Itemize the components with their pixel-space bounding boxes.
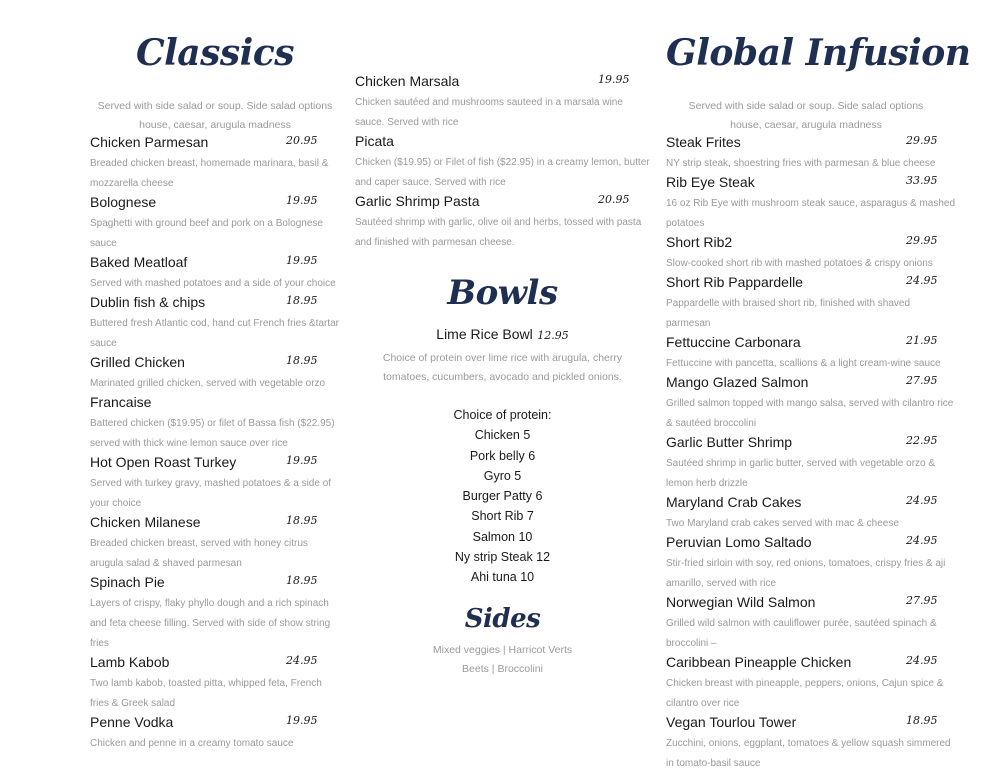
menu-item xyxy=(90,134,340,194)
item-description: Sautéed shrimp in garlic butter, served with vegetable orzo & lemon herb drizzle xyxy=(666,458,936,489)
menu-item xyxy=(90,574,340,654)
item-name: Bolognese xyxy=(90,194,157,210)
classics-note: Served with side salad or soup. Side salad options house, caesar, arugula madness xyxy=(97,100,333,131)
menu-item xyxy=(355,133,650,193)
menu-item xyxy=(666,714,956,773)
item-description: Battered chicken ($19.95) or filet of Bassa fish ($22.95) served with thick wine lemon sauce over rice xyxy=(90,418,335,449)
protein-option: Ny strip Steak 12 xyxy=(454,550,551,565)
menu-item xyxy=(666,274,956,334)
item-price: 19.95 xyxy=(598,73,630,86)
menu-item xyxy=(666,654,956,714)
item-description: Chicken breast with pineapple, peppers, onions, Cajun spice & cilantro over rice xyxy=(666,678,944,709)
item-name: Fettuccine Carbonara xyxy=(666,334,801,350)
item-description: Grilled wild salmon with cauliflower purée, sautéed spinach & broccolini – xyxy=(666,618,937,649)
protein-list xyxy=(355,405,650,588)
middle-items xyxy=(355,73,650,253)
item-name: Norwegian Wild Salmon xyxy=(666,594,816,610)
item-description: Fettuccine with pancetta, scallions & a light cream-wine sauce xyxy=(666,358,941,369)
bowls-title: Bowls xyxy=(447,273,558,313)
bowl-name: Lime Rice Bowl xyxy=(436,326,533,342)
item-price: 24.95 xyxy=(286,654,318,667)
menu-item xyxy=(666,174,956,234)
protein-option: Gyro 5 xyxy=(483,468,522,483)
item-description: Pappardelle with braised short rib, finished with shaved parmesan xyxy=(666,298,911,329)
item-name: Steak Frites xyxy=(666,134,741,150)
item-price: 19.95 xyxy=(286,454,318,467)
menu-item xyxy=(90,654,340,714)
item-name: Garlic Butter Shrimp xyxy=(666,434,793,450)
item-name: Rib Eye Steak xyxy=(666,174,755,190)
item-description: Breaded chicken breast, served with honey citrus arugula salad & shaved parmesan xyxy=(90,538,308,569)
item-description: Stir-fried sirloin with soy, red onions, tomatoes, crispy fries & aji amarillo, served with rice xyxy=(666,558,946,589)
item-price: 24.95 xyxy=(906,654,938,667)
item-name: Short Rib Pappardelle xyxy=(666,274,803,290)
item-description: Chicken ($19.95) or Filet of fish ($22.95) in a creamy lemon, butter and caper sauce. Served with rice xyxy=(355,157,650,188)
item-price: 20.95 xyxy=(286,134,318,147)
item-description: Grilled salmon topped with mango salsa, served with cilantro rice & sautéed broccolini xyxy=(666,398,954,429)
protein-option: Chicken 5 xyxy=(474,428,531,443)
item-price: 19.95 xyxy=(286,714,318,727)
item-price: 21.95 xyxy=(906,334,938,347)
item-description: Two lamb kabob, toasted pitta, whipped feta, French fries & Greek salad xyxy=(90,678,322,709)
menu-item xyxy=(666,234,956,274)
item-description: Zucchini, onions, eggplant, tomatoes & yellow squash simmered in tomato-basil sauce xyxy=(666,738,951,769)
menu-item xyxy=(90,394,340,454)
item-price: 24.95 xyxy=(906,534,938,547)
item-price: 24.95 xyxy=(906,494,938,507)
menu-item xyxy=(666,534,956,594)
protein-option: Burger Patty 6 xyxy=(462,489,543,504)
item-price: 24.95 xyxy=(906,274,938,287)
protein-header: Choice of protein: xyxy=(453,408,552,422)
item-description: Marinated grilled chicken, served with vegetable orzo xyxy=(90,378,326,389)
menu-item xyxy=(90,194,340,254)
menu-item xyxy=(666,334,956,374)
item-description: Served with mashed potatoes and a side of your choice xyxy=(90,278,336,289)
item-description: 16 oz Rib Eye with mushroom steak sauce, asparagus & mashed potatoes xyxy=(666,198,956,229)
item-description: Spaghetti with ground beef and pork on a Bolognese sauce xyxy=(90,218,323,249)
global-items xyxy=(666,134,956,773)
protein-option: Ahi tuna 10 xyxy=(470,570,535,585)
item-description: Breaded chicken breast, homemade marinara, basil & mozzarella cheese xyxy=(90,158,329,189)
item-description: NY strip steak, shoestring fries with parmesan & blue cheese xyxy=(666,158,936,169)
item-name: Spinach Pie xyxy=(90,574,165,590)
global-note: Served with side salad or soup. Side salad options house, caesar, arugula madness xyxy=(688,100,924,131)
item-price: 18.95 xyxy=(286,574,318,587)
item-price: 18.95 xyxy=(906,714,938,727)
item-name: Garlic Shrimp Pasta xyxy=(355,193,480,209)
protein-option: Pork belly 6 xyxy=(469,448,536,463)
item-price: 18.95 xyxy=(286,294,318,307)
item-description: Slow-cooked short rib with mashed potatoes & crispy onions xyxy=(666,258,933,269)
classics-items xyxy=(90,134,340,754)
menu-item xyxy=(90,454,340,514)
protein-option: Salmon 10 xyxy=(472,529,533,544)
classics-title: Classics xyxy=(135,32,295,74)
item-name: Grilled Chicken xyxy=(90,354,185,370)
bowl-item xyxy=(355,326,650,344)
item-price: 27.95 xyxy=(906,374,938,387)
bowl-description: Choice of protein over lime rice with arugula, cherry tomatoes, cucumbers, avocado and pickled onions. xyxy=(382,352,623,383)
item-description: Buttered fresh Atlantic cod, hand cut French fries &tartar sauce xyxy=(90,318,340,349)
menu-item xyxy=(90,254,340,294)
protein-option: Short Rib 7 xyxy=(471,509,534,524)
sides-list xyxy=(355,641,650,679)
menu-item xyxy=(90,354,340,394)
item-name: Chicken Milanese xyxy=(90,514,201,530)
menu-item xyxy=(90,514,340,574)
sides-line: Beets | Broccolini xyxy=(462,663,543,675)
menu-item xyxy=(666,134,956,174)
menu-item xyxy=(355,193,650,253)
item-name: Chicken Parmesan xyxy=(90,134,209,150)
sides-line: Mixed veggies | Harricot Verts xyxy=(432,644,573,656)
item-name: Caribbean Pineapple Chicken xyxy=(666,654,852,670)
menu-item xyxy=(355,73,650,133)
item-description: Sautéed shrimp with garlic, olive oil and herbs, tossed with pasta and finished with parmesan cheese. xyxy=(355,217,642,248)
item-name: Short Rib2 xyxy=(666,234,733,250)
item-name: Francaise xyxy=(90,394,152,410)
sides-title: Sides xyxy=(464,604,541,634)
item-price: 19.95 xyxy=(286,254,318,267)
item-description: Served with turkey gravy, mashed potatoes & a side of your choice xyxy=(90,478,332,509)
bowl-price: 12.95 xyxy=(537,329,569,342)
item-name: Mango Glazed Salmon xyxy=(666,374,809,390)
item-name: Lamb Kabob xyxy=(90,654,170,670)
item-name: Baked Meatloaf xyxy=(90,254,188,270)
item-description: Chicken and penne in a creamy tomato sauce xyxy=(90,738,294,749)
item-name: Penne Vodka xyxy=(90,714,174,730)
item-name: Peruvian Lomo Saltado xyxy=(666,534,812,550)
menu-item xyxy=(666,594,956,654)
item-name: Dublin fish & chips xyxy=(90,294,206,310)
menu-item xyxy=(666,494,956,534)
global-infusion-title: Global Infusion xyxy=(666,32,971,74)
menu-item xyxy=(666,434,956,494)
item-name: Maryland Crab Cakes xyxy=(666,494,802,510)
item-name: Chicken Marsala xyxy=(355,73,460,89)
item-price: 20.95 xyxy=(598,193,630,206)
item-name: Vegan Tourlou Tower xyxy=(666,714,797,730)
item-price: 18.95 xyxy=(286,354,318,367)
item-name: Picata xyxy=(355,133,394,149)
item-price: 19.95 xyxy=(286,194,318,207)
item-price: 18.95 xyxy=(286,514,318,527)
item-name: Hot Open Roast Turkey xyxy=(90,454,237,470)
item-price: 29.95 xyxy=(906,134,938,147)
item-price: 27.95 xyxy=(906,594,938,607)
menu-item xyxy=(90,714,340,754)
item-description: Two Maryland crab cakes served with mac & cheese xyxy=(666,518,899,529)
item-description: Layers of crispy, flaky phyllo dough and a rich spinach and feta cheese filling. Served with side of show string fries xyxy=(90,598,331,649)
item-price: 33.95 xyxy=(906,174,938,187)
item-description: Chicken sautéed and mushrooms sauteed in a marsala wine sauce. Served with rice xyxy=(355,97,623,128)
menu-item xyxy=(90,294,340,354)
item-price: 29.95 xyxy=(906,234,938,247)
item-price: 22.95 xyxy=(906,434,938,447)
menu-item xyxy=(666,374,956,434)
